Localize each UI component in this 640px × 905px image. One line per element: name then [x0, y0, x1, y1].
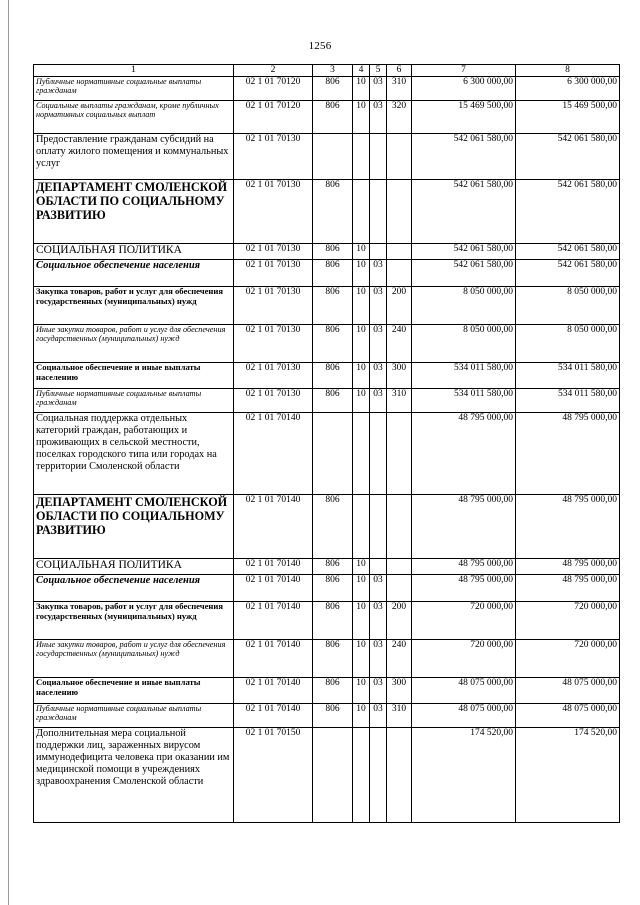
section-code-cell: 10: [353, 259, 370, 286]
amount-year2-cell: 720 000,00: [516, 639, 620, 677]
column-header: 5: [370, 65, 387, 77]
amount-year1-cell: 534 011 580,00: [412, 362, 516, 388]
table-row: [34, 388, 620, 412]
amount-year1-cell: 48 075 000,00: [412, 677, 516, 703]
column-header: 2: [234, 65, 313, 77]
amount-year2-cell: 8 050 000,00: [516, 324, 620, 362]
amount-year1-cell: 48 795 000,00: [412, 574, 516, 601]
expense-type-cell: 240: [387, 324, 412, 362]
expense-type-cell: 300: [387, 362, 412, 388]
amount-year2-cell: 542 061 580,00: [516, 179, 620, 243]
column-header: 4: [353, 65, 370, 77]
expense-type-cell: 310: [387, 388, 412, 412]
row-name-cell: Публичные нормативные социальные выплаты гражданам: [34, 388, 234, 412]
amount-year1-cell: 48 795 000,00: [412, 494, 516, 558]
grbs-code-cell: 806: [313, 324, 353, 362]
section-code-cell: 10: [353, 324, 370, 362]
amount-year2-cell: 48 795 000,00: [516, 574, 620, 601]
subsection-code-cell: 03: [370, 259, 387, 286]
table-row: [34, 324, 620, 362]
target-code-cell: 02 1 01 70130: [234, 179, 313, 243]
section-code-cell: 10: [353, 76, 370, 100]
column-header: 7: [412, 65, 516, 77]
subsection-code-cell: [370, 179, 387, 243]
amount-year1-cell: 8 050 000,00: [412, 286, 516, 324]
amount-year1-cell: 48 795 000,00: [412, 412, 516, 494]
grbs-code-cell: 806: [313, 639, 353, 677]
amount-year1-cell: 15 469 500,00: [412, 100, 516, 133]
table-row: [34, 574, 620, 601]
target-code-cell: 02 1 01 70140: [234, 639, 313, 677]
scan-edge-line: [8, 0, 9, 905]
target-code-cell: 02 1 01 70120: [234, 76, 313, 100]
target-code-cell: 02 1 01 70130: [234, 388, 313, 412]
subsection-code-cell: 03: [370, 601, 387, 639]
row-name-cell: СОЦИАЛЬНАЯ ПОЛИТИКА: [34, 558, 234, 574]
grbs-code-cell: 806: [313, 362, 353, 388]
expense-type-cell: [387, 179, 412, 243]
section-code-cell: 10: [353, 574, 370, 601]
column-header: 1: [34, 65, 234, 77]
row-name-cell: Социальное обеспечение и иные выплаты населению: [34, 362, 234, 388]
grbs-code-cell: 806: [313, 601, 353, 639]
grbs-code-cell: 806: [313, 494, 353, 558]
section-code-cell: 10: [353, 100, 370, 133]
row-name-cell: Дополнительная мера социальной поддержки лиц, зараженных вирусом иммунодефицита человека при оказании им медицинской помощи в учреждениях здравоохранения Смоленской области: [34, 727, 234, 822]
amount-year2-cell: 174 520,00: [516, 727, 620, 822]
expense-type-cell: [387, 558, 412, 574]
target-code-cell: 02 1 01 70130: [234, 286, 313, 324]
target-code-cell: 02 1 01 70140: [234, 412, 313, 494]
amount-year2-cell: 542 061 580,00: [516, 243, 620, 259]
subsection-code-cell: 03: [370, 76, 387, 100]
amount-year2-cell: 720 000,00: [516, 601, 620, 639]
grbs-code-cell: 806: [313, 259, 353, 286]
amount-year2-cell: 48 075 000,00: [516, 677, 620, 703]
table-row: [34, 243, 620, 259]
grbs-code-cell: 806: [313, 677, 353, 703]
expense-type-cell: 310: [387, 703, 412, 727]
row-name-cell: Закупка товаров, работ и услуг для обеспечения государственных (муниципальных) нужд: [34, 286, 234, 324]
section-code-cell: 10: [353, 362, 370, 388]
table-row: [34, 677, 620, 703]
subsection-code-cell: 03: [370, 362, 387, 388]
section-code-cell: 10: [353, 558, 370, 574]
amount-year2-cell: 15 469 500,00: [516, 100, 620, 133]
expense-type-cell: 320: [387, 100, 412, 133]
subsection-code-cell: 03: [370, 388, 387, 412]
section-code-cell: 10: [353, 388, 370, 412]
subsection-code-cell: 03: [370, 639, 387, 677]
expense-type-cell: 310: [387, 76, 412, 100]
section-code-cell: [353, 179, 370, 243]
row-name-cell: Закупка товаров, работ и услуг для обеспечения государственных (муниципальных) нужд: [34, 601, 234, 639]
grbs-code-cell: 806: [313, 558, 353, 574]
expense-type-cell: [387, 574, 412, 601]
table-row: [34, 179, 620, 243]
section-code-cell: [353, 133, 370, 179]
amount-year1-cell: 542 061 580,00: [412, 133, 516, 179]
row-name-cell: Предоставление гражданам субсидий на оплату жилого помещения и коммунальных услуг: [34, 133, 234, 179]
table-row: [34, 703, 620, 727]
row-name-cell: Иные закупки товаров, работ и услуг для обеспечения государственных (муниципальных) нужд: [34, 639, 234, 677]
amount-year1-cell: 174 520,00: [412, 727, 516, 822]
section-code-cell: [353, 412, 370, 494]
amount-year1-cell: 720 000,00: [412, 601, 516, 639]
table-row: [34, 100, 620, 133]
table-row: [34, 362, 620, 388]
amount-year1-cell: 48 075 000,00: [412, 703, 516, 727]
expense-type-cell: [387, 412, 412, 494]
amount-year1-cell: 542 061 580,00: [412, 259, 516, 286]
subsection-code-cell: [370, 494, 387, 558]
target-code-cell: 02 1 01 70130: [234, 362, 313, 388]
amount-year2-cell: 542 061 580,00: [516, 133, 620, 179]
table-row: [34, 727, 620, 822]
target-code-cell: 02 1 01 70140: [234, 703, 313, 727]
row-name-cell: Социальное обеспечение населения: [34, 574, 234, 601]
amount-year1-cell: 542 061 580,00: [412, 179, 516, 243]
row-name-cell: Социальное обеспечение населения: [34, 259, 234, 286]
expense-type-cell: [387, 133, 412, 179]
table-row: [34, 286, 620, 324]
target-code-cell: 02 1 01 70140: [234, 558, 313, 574]
grbs-code-cell: 806: [313, 76, 353, 100]
subsection-code-cell: 03: [370, 677, 387, 703]
column-header: 3: [313, 65, 353, 77]
grbs-code-cell: [313, 133, 353, 179]
subsection-code-cell: 03: [370, 324, 387, 362]
amount-year1-cell: 534 011 580,00: [412, 388, 516, 412]
amount-year2-cell: 534 011 580,00: [516, 362, 620, 388]
table-row: [34, 639, 620, 677]
subsection-code-cell: 03: [370, 703, 387, 727]
expense-type-cell: 200: [387, 601, 412, 639]
section-code-cell: 10: [353, 243, 370, 259]
table-row: [34, 259, 620, 286]
table-row: [34, 133, 620, 179]
column-header: 8: [516, 65, 620, 77]
amount-year2-cell: 6 300 000,00: [516, 76, 620, 100]
amount-year2-cell: 48 795 000,00: [516, 558, 620, 574]
expense-type-cell: [387, 494, 412, 558]
grbs-code-cell: 806: [313, 286, 353, 324]
amount-year1-cell: 6 300 000,00: [412, 76, 516, 100]
target-code-cell: 02 1 01 70150: [234, 727, 313, 822]
target-code-cell: 02 1 01 70130: [234, 324, 313, 362]
amount-year2-cell: 542 061 580,00: [516, 259, 620, 286]
expense-type-cell: [387, 259, 412, 286]
grbs-code-cell: [313, 412, 353, 494]
amount-year1-cell: 8 050 000,00: [412, 324, 516, 362]
row-name-cell: СОЦИАЛЬНАЯ ПОЛИТИКА: [34, 243, 234, 259]
amount-year2-cell: 48 075 000,00: [516, 703, 620, 727]
amount-year2-cell: 48 795 000,00: [516, 412, 620, 494]
grbs-code-cell: 806: [313, 388, 353, 412]
section-code-cell: [353, 727, 370, 822]
expense-type-cell: 300: [387, 677, 412, 703]
page-number: 1256: [308, 40, 332, 52]
row-name-cell: ДЕПАРТАМЕНТ СМОЛЕНСКОЙ ОБЛАСТИ ПО СОЦИАЛЬНОМУ РАЗВИТИЮ: [34, 179, 234, 243]
grbs-code-cell: [313, 727, 353, 822]
grbs-code-cell: 806: [313, 703, 353, 727]
section-code-cell: 10: [353, 703, 370, 727]
target-code-cell: 02 1 01 70130: [234, 243, 313, 259]
section-code-cell: 10: [353, 286, 370, 324]
subsection-code-cell: [370, 133, 387, 179]
grbs-code-cell: 806: [313, 574, 353, 601]
expense-type-cell: [387, 727, 412, 822]
target-code-cell: 02 1 01 70140: [234, 494, 313, 558]
table-row: [34, 558, 620, 574]
grbs-code-cell: 806: [313, 179, 353, 243]
section-code-cell: 10: [353, 639, 370, 677]
row-name-cell: Публичные нормативные социальные выплаты гражданам: [34, 76, 234, 100]
grbs-code-cell: 806: [313, 243, 353, 259]
amount-year2-cell: 48 795 000,00: [516, 494, 620, 558]
amount-year2-cell: 534 011 580,00: [516, 388, 620, 412]
subsection-code-cell: [370, 243, 387, 259]
subsection-code-cell: [370, 727, 387, 822]
subsection-code-cell: 03: [370, 574, 387, 601]
target-code-cell: 02 1 01 70140: [234, 574, 313, 601]
table-row: [34, 76, 620, 100]
amount-year1-cell: 48 795 000,00: [412, 558, 516, 574]
table-row: [34, 494, 620, 558]
budget-table: [33, 64, 620, 823]
amount-year2-cell: 8 050 000,00: [516, 286, 620, 324]
subsection-code-cell: [370, 412, 387, 494]
subsection-code-cell: [370, 558, 387, 574]
row-name-cell: Публичные нормативные социальные выплаты гражданам: [34, 703, 234, 727]
section-code-cell: 10: [353, 677, 370, 703]
target-code-cell: 02 1 01 70120: [234, 100, 313, 133]
expense-type-cell: 240: [387, 639, 412, 677]
column-number-row: [34, 65, 620, 77]
table-row: [34, 601, 620, 639]
subsection-code-cell: 03: [370, 286, 387, 324]
subsection-code-cell: 03: [370, 100, 387, 133]
grbs-code-cell: 806: [313, 100, 353, 133]
target-code-cell: 02 1 01 70130: [234, 259, 313, 286]
row-name-cell: Иные закупки товаров, работ и услуг для обеспечения государственных (муниципальных) нужд: [34, 324, 234, 362]
row-name-cell: Социальное обеспечение и иные выплаты населению: [34, 677, 234, 703]
row-name-cell: Социальные выплаты гражданам, кроме публичных нормативных социальных выплат: [34, 100, 234, 133]
amount-year1-cell: 720 000,00: [412, 639, 516, 677]
row-name-cell: Социальная поддержка отдельных категорий граждан, работающих и проживающих в сельской местности, поселках городского типа или городах на территории Смоленской области: [34, 412, 234, 494]
target-code-cell: 02 1 01 70140: [234, 601, 313, 639]
amount-year1-cell: 542 061 580,00: [412, 243, 516, 259]
row-name-cell: ДЕПАРТАМЕНТ СМОЛЕНСКОЙ ОБЛАСТИ ПО СОЦИАЛЬНОМУ РАЗВИТИЮ: [34, 494, 234, 558]
expense-type-cell: [387, 243, 412, 259]
section-code-cell: [353, 494, 370, 558]
section-code-cell: 10: [353, 601, 370, 639]
column-header: 6: [387, 65, 412, 77]
target-code-cell: 02 1 01 70130: [234, 133, 313, 179]
target-code-cell: 02 1 01 70140: [234, 677, 313, 703]
table-row: [34, 412, 620, 494]
expense-type-cell: 200: [387, 286, 412, 324]
